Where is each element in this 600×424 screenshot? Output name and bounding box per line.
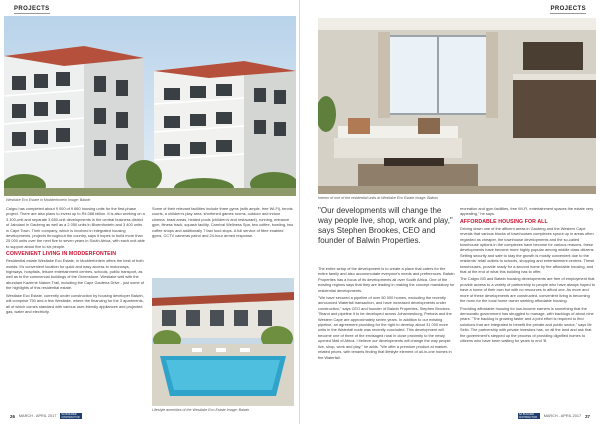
- magazine-logo: SA BUILDER CONTRACTOR: [518, 413, 540, 419]
- paragraph: recreation and gym facilities, free Wi-Fi, entertainment spaces the estate very appealing," he says.: [460, 206, 594, 217]
- section-label: PROJECTS: [550, 6, 586, 12]
- paragraph: Some of their relevant facilities include three gyms (with ample, free Wi-Fi), tennis courts, a children's play area, shortened games rooms, outdoor and indoor cinema, braai areas, heated pools (children's and restaurant), running, entrance gym, fitness track, squash facility, Carnival Wellness Spa, two coffee, bowling, two coffee shops and additionally 7 fast food stops. A full service of fibre enabled gyms, CCTV cameras patrol and 24-hour armed response.: [152, 206, 294, 239]
- section-rule: [14, 13, 50, 14]
- photo-caption: Lifestyle amenities of the Westlake Eco Estate Image: Balwin: [152, 408, 250, 412]
- subheading: AFFORDABLE HOUSING FOR ALL: [460, 218, 548, 225]
- paragraph: The entire setup of the development is to create a place that caters for the entire family and also accommodate everyone's needs and preferences. Balwin Properties has a focus of its developments all over South Africa. One of the existing regions says that they are leading in making the concept mandatory for residential developments.: [318, 266, 455, 293]
- page-footer: [518, 413, 590, 419]
- paragraph: Providing affordable housing for low-income earners is something that the democratic government has struggled to manage, with backlogs of about nine years. "The backlog is growing faster and a joint effort is required to find solutions that are integrated to benefit the private and public sector," says Mr Sello. The partnership with private investors has, on all the land and ask that the government's stepped up the process of providing dignified homes to citizens who have been waiting for years to end 'ill.: [460, 305, 594, 343]
- right-column-2: [460, 206, 596, 345]
- photo-caption: Westlake Eco Estate in Modderfontein Image: Balwin: [6, 198, 91, 202]
- section-label: PROJECTS: [14, 6, 50, 12]
- paragraph: Residential estate Westlake Eco Estate, in Modderfontein offers the best of both worlds: It's convenient location for quick and easy access to motorways, highways, hospitals, leisure entertainment centres, schools, public transport, as well as to the commercial buildings of the Greenstone. Westlake well with the abundant Kazerne Nature Trail, including the Cape Gautena Drive - just some of the highlights of this residential estate.: [6, 258, 144, 291]
- paragraph: Westlake Eco Estate, currently under construction by housing developer Balwin, will comprise 750 and a few Westlake, where the financing for the 3 apartments, all of which comes standard with various user-friendly appliances and projected gas, water and electricity.: [6, 292, 144, 314]
- right-column-1: [318, 266, 456, 362]
- paragraph: The Calgro M3 and Balwin housing developments are free of employment that provide access to a variety of partnership to people who have always hoped to have a home of their own but with no resources to afford one. As more and more of these developments are constructed, convenient living is becoming the norm for the local home owner seeking affordable housing.: [460, 276, 595, 304]
- page-number: 26: [10, 413, 15, 419]
- paragraph: "We have secured a pipeline of over 50 000 homes, excluding the recently announced Waterfall transaction, and have increased developments under construction," says CEO and founder of Balwin Properties, Stephen Brookes. "Brand and pipeline it to be developed across Johannesburg, Pretoria and the Western Cape are approximately seven years. In addition to our existing pipeline, an agreement providing for the right to develop about 31 000 more units in the Waterfall node was recently concluded. This development will become one of three of the envisaged rural in close proximity to the newly opened Mall of Africa. I believe our developments will change the way people live, shop, work and play," he adds. "We offer a premium product at market-related prices, with tenants finding that lifestyle element of all-in-one homes in the Waterfall.: [318, 295, 452, 360]
- paragraph: Driving down one of the affluent areas in Gauteng and the Western Cape reveals that various blocks of townhouses complexes sprout up in areas often regarded as cheaper, the townhouse developments and the so-called townhouse options in the complexes have become for various reasons, these developments have become more highly popular among middle class citizens. Setting security and safe to stay the growth is mostly convenient due to the residents' retail outlets to schools, shopping and entertainment centres. These townhouses, provide ready for a second home by the affordable housing, and that at the end of what this building has to offer.: [460, 225, 595, 275]
- pull-quote: "Our developments will change the way people live, shop, work and play," says Stephen Brookes, CEO and founder of Balwin Properties.: [318, 206, 453, 245]
- apartment-building-photo: [4, 16, 296, 196]
- section-rule: [550, 13, 586, 14]
- subheading: CONVENIENT LIVING IN MODDERFONTEIN: [6, 251, 117, 258]
- pool-area-photo: [152, 278, 294, 406]
- interior-photo: [318, 18, 596, 194]
- right-page: [300, 0, 600, 424]
- photo-caption: Interior of one of the residential units at Westlake Eco Estate Image: Balwin: [318, 196, 438, 200]
- page-number: 27: [585, 413, 590, 419]
- paragraph: Calgro has completed about 9 000 of 9 660 housing units for the first-phase project. There are also plans to invest up to R4.068 billion. It is also working on a 3 100-unit and separate 3 650-unit developments in the central business district of Jabulani in Gauteng as well as a 2 050 units in Bloemfontein and 3 400 units in Cape Town. Their company, which is involved in integrated housing developments, projects throughout the country, says it hopes to build more than 25 000 units over the next five to seven years in South Africa, with each unit able to support about five to six people.: [6, 206, 145, 249]
- left-column-1: [6, 206, 146, 316]
- page-footer: [10, 413, 82, 419]
- issue-date: MARCH - APRIL 2017: [543, 414, 582, 418]
- left-column-2: [152, 206, 294, 240]
- issue-date: MARCH - APRIL 2017: [18, 414, 57, 418]
- magazine-logo: SA BUILDER CONTRACTOR: [60, 413, 82, 419]
